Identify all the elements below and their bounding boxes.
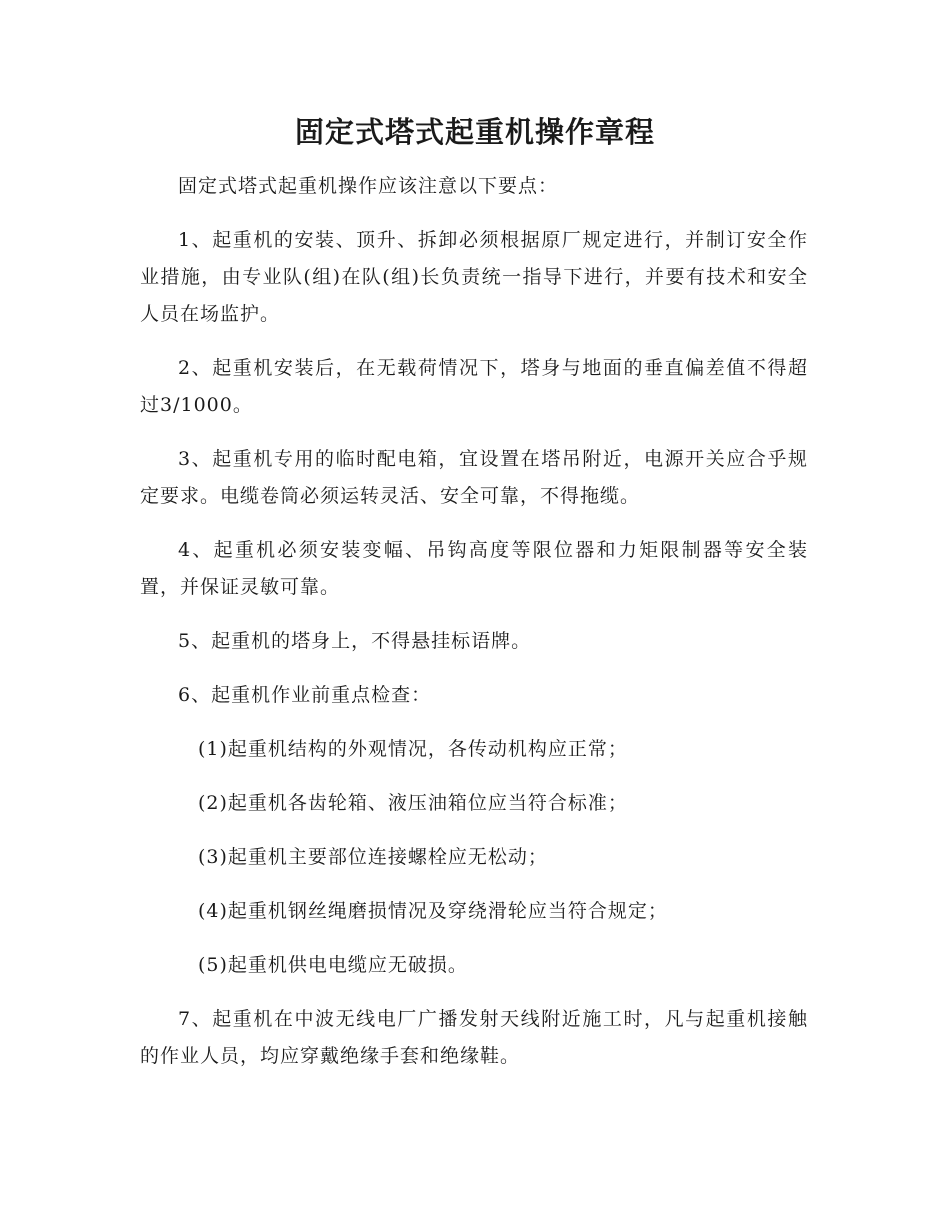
item-4-paragraph: 4、起重机必须安装变幅、吊钩高度等限位器和力矩限制器等安全装置，并保证灵敏可靠。 <box>140 539 808 598</box>
sub-item-3: (3)起重机主要部位连接螺栓应无松动； <box>198 846 548 868</box>
document-title: 固定式塔式起重机操作章程 <box>294 115 655 149</box>
item-6-paragraph: 6、起重机作业前重点检查： <box>178 684 432 706</box>
item-1-paragraph: 1、起重机的安装、顶升、拆卸必须根据原厂规定进行，并制订安全作业措施，由专业队(组)在队(组)长负责统一指导下进行，并要有技术和安全人员在场监护。 <box>140 229 808 325</box>
item-5-paragraph: 5、起重机的塔身上，不得悬挂标语牌。 <box>178 630 532 652</box>
sub-item-1: (1)起重机结构的外观情况，各传动机构应正常； <box>198 738 628 760</box>
intro-paragraph: 固定式塔式起重机操作应该注意以下要点： <box>178 175 559 197</box>
sub-item-4: (4)起重机钢丝绳磨损情况及穿绕滑轮应当符合规定； <box>198 900 668 922</box>
item-2-paragraph: 2、起重机安装后，在无载荷情况下，塔身与地面的垂直偏差值不得超过3/1000。 <box>140 357 808 416</box>
item-3-paragraph: 3、起重机专用的临时配电箱，宜设置在塔吊附近，电源开关应合乎规定要求。电缆卷筒必须运转灵活、安全可靠，不得拖缆。 <box>140 448 808 507</box>
sub-item-2: (2)起重机各齿轮箱、液压油箱位应当符合标准； <box>198 792 628 814</box>
item-7-paragraph: 7、起重机在中波无线电厂广播发射天线附近施工时，凡与起重机接触的作业人员，均应穿戴绝缘手套和绝缘鞋。 <box>140 1008 808 1067</box>
document-body <box>140 168 808 1092</box>
sub-item-5: (5)起重机供电电缆应无破损。 <box>198 954 468 976</box>
